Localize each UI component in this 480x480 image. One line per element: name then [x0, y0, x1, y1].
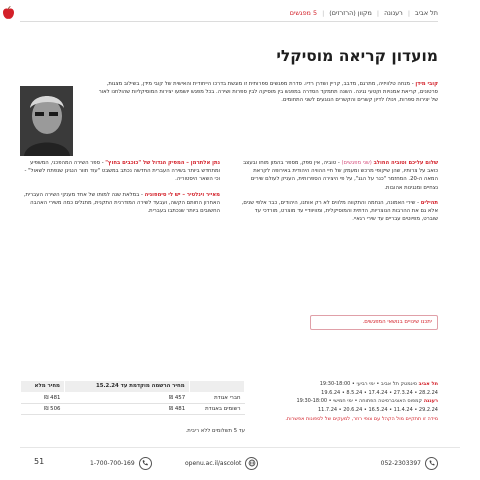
price-cell: 506 ₪ [21, 404, 65, 415]
paragraph-wieseltier [20, 191, 220, 216]
price-cell: רשומים באגודת [189, 404, 244, 415]
price-cell: 481 ₪ [64, 404, 189, 415]
paragraph-lead: נתן אלתרמן – המפיק הגדול של "כוכבים בחוץ" [105, 160, 220, 166]
schedule-note: מידה זו תתקיים מול הקהל עם צופי רוזר, למעקים של לספונות אפשרות. [285, 415, 438, 422]
paragraph-sholem-aleichem [238, 159, 438, 192]
price-row [21, 404, 245, 415]
footer-phone2: 1-700-700-169 [90, 459, 135, 467]
price-table [20, 380, 245, 415]
paragraph-lead-note: (שני מפגשים) [341, 160, 372, 166]
column-left [20, 159, 220, 222]
paragraph-lead: שלום עליכם וטוביה החולב [373, 160, 438, 166]
footer-website-text: openu.ac.il/ascolot [185, 459, 242, 467]
breadcrumb: תל אביב | רענונה | מקוון (הרזרזים) | 5 מפגשים [289, 9, 438, 17]
price-header: מחיר הרשמה מוקדמת עד 15.2.24 [64, 381, 189, 393]
schedule-row: רעננה קמפוס האוניברסיטה הפתוחה • ימי חמישי • 19:30-18:00 [296, 398, 438, 405]
price-header-row [21, 381, 245, 393]
paragraph-lead: מאייר וינלטיר – יש לי סימפוניה [144, 191, 220, 198]
paragraph-text: - טוביה, אין ספק, מספר בהמון מוחו ובעצב כואב על צרותיו, שהן שיקופי מרכש ומעמק של חיי ההוויה היהודית באירופה לקראת המאה ה-20. המחזמר "כנר על הגג", על פי היצירה הספרותית, העניק לעולם שירים נצחיים ומנגינות אהובות. [243, 160, 438, 191]
breadcrumb-series: רענונה [384, 9, 403, 17]
intro-name: קובי מידן [415, 81, 438, 87]
paragraph-text: - ספר השירה המהפכני, המשפיע ומתחדש ביותר בשירה העברית החדשה נכתב במשבט "עוד תוור הנגינן שנפתח לשאול" - וכי השאר היסטוריה. [24, 160, 220, 183]
paragraph-psalms [238, 199, 438, 224]
breadcrumb-genre: מקוון (הרזרזים) [329, 9, 372, 17]
page-title: מועדון קריאה מוסיקלי [276, 47, 438, 65]
paragraph-text: - במלאת שנה למותו של אחד מענקי השירה העברית, האחרון החותם הקשה, ועבעד לשירה המודרנית התקנית, מתנלים כמה משירי האהבה החשובים ביותר שנכתבו בעברית. [23, 191, 220, 215]
header-bar [0, 0, 480, 26]
footer-phone[interactable] [90, 456, 152, 470]
whatsapp-icon [425, 457, 438, 470]
price-cell: 457 ₪ [64, 393, 189, 404]
lecturer-photo [20, 86, 73, 156]
footer-divider [20, 447, 460, 448]
price-row [21, 393, 245, 404]
header-divider [20, 21, 438, 22]
phone-icon [139, 457, 152, 470]
paragraph-alterman [20, 159, 220, 184]
footer-website[interactable] [185, 456, 258, 470]
page-number: 51 [34, 457, 45, 466]
price-header: מחיר מלא [21, 381, 65, 393]
price-header [189, 381, 244, 393]
schedule-row: 28.2.24 • 27.3.24 • 17.4.24 • 8.5.24 • 19.6.24 [321, 389, 438, 396]
apple-icon [2, 6, 15, 20]
footer-whatsapp[interactable] [381, 456, 438, 470]
paragraph-text: - שירי האמונה, הנחמה והתקווה מלווים לא רק אותנו, היהודים, כבר אלפי שנים, אלא גם את ההרבות הנוצריות, הדתית והמוסיקלית, ומוויוודיי עד מוצרט, מורדכי עד שוברט, מפיוטים עבריים עד שירי רגאיי. [241, 199, 438, 223]
intro-text: - מנחה טלוויזיה, מתרגם, מדבב, קריין ושדרן רדיו. סדרת מפגשים ספרותית זו מוגשת בדרכו הייחודית והאישית של קובי מידן, בשילוב מצגות, סרטונים, קריאת אמנויות וקטעי נגינה. השנה תתמקד הסדרה במפגש בין מוסיקה לבין ספרות ושירה. בכל מפגש יושמעו יצירות המוסיקליות שהולחנו לאור של יצירות ספרות, וינולו לדיון קשרים והקשרים הנוגעים לשני התחומים. [98, 81, 438, 104]
schedule-row: תל אביב סינמטק תל אביב • ימי רביעי • 19:30-18:00 [319, 381, 438, 387]
schedule-block [223, 380, 438, 424]
price-cell: 481 ₪ [21, 393, 65, 404]
footer-phone1: 052-2303397 [380, 459, 421, 467]
changes-notice: יתכנו שינויים בנושאי המפגשים. [310, 315, 438, 330]
price-cell: חברי אגודת [189, 393, 244, 404]
price-note: עד 5 תשלומים ללא ריבית. [185, 428, 245, 434]
paragraph-lead: תהילים [420, 199, 438, 206]
globe-icon [245, 457, 258, 470]
column-right [238, 159, 438, 230]
breadcrumb-city: תל אביב [415, 9, 438, 17]
schedule-row: 29.2.24 • 11.4.24 • 16.5.24 • 20.6.24 • 11.7.24 [317, 407, 438, 414]
breadcrumb-count: 5 מפגשים [289, 9, 318, 17]
intro-paragraph [98, 80, 438, 105]
